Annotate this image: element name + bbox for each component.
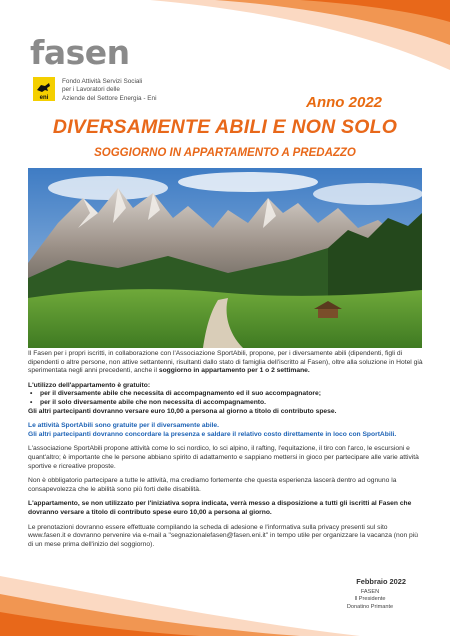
- use-heading: L'utilizzo dell'appartamento è gratuito:: [28, 381, 151, 389]
- mountain-landscape-photo: [28, 168, 422, 348]
- signature-name: Donatino Primante: [346, 603, 394, 610]
- free-use-list: [28, 390, 423, 407]
- signature-block: [330, 589, 410, 611]
- obligation-paragraph: Non è obbligatorio partecipare a tutte le attività, ma crediamo fortemente che questa esperienza lascerà dentro ad ognuno la consapevolezza che le abilità sono più forti delle disabilità.: [28, 477, 397, 493]
- intro-text: Il Fasen per i propri iscritti, in collaborazione con l'Associazione SportAbili, propone, per i diversamente abili (dipendenti, figli di dipendenti o altre persone, non attive settantenni, risultanti dallo stato di famiglia dell'iscritto al Fasen), oltre alla soluzione in Hotel già sperimentata negli anni precedenti, anche il: [28, 350, 423, 375]
- body-text: [28, 350, 423, 555]
- signature-org: FASEN: [360, 589, 380, 595]
- list-item: • per il diversamente abile che necessita di accompagnamento ed il suo accompagnatore;: [36, 390, 423, 399]
- sportabili-payment-line: Gli altri partecipanti dovranno concordare la presenza e saldare il relativo costo direttamente in loco con SportAbili.: [28, 430, 397, 438]
- fasen-logo: fasen: [30, 33, 130, 72]
- page-title: DIVERSAMENTE ABILI E NON SOLO: [52, 116, 398, 138]
- activities-paragraph: L'associazione SportAbili propone attività come lo sci nordico, lo sci alpino, il rafting, l'equitazione, il tiro con l'arco, le escursioni e quant'altro; è importante che le persone abbiano spirito di adattamento e sappiano mettersi in gioco per partecipare alle varie attività sportive e ricreative proposte.: [28, 445, 419, 470]
- signature-role: Il Presidente: [354, 596, 386, 603]
- intro-bold-text: soggiorno in appartamento per 1 o 2 settimane.: [158, 367, 310, 375]
- booking-paragraph: Le prenotazioni dovranno essere effettuate compilando la scheda di adesione e l'informativa sulla privacy presenti sul sito www.fasen.it e dovranno pervenire via e-mail a "segnazionalefasen@fasen.eni.it" in tempo utile per organizzare la vacanza (non più di un mese prima dell'inizio del soggiorno).: [28, 523, 418, 548]
- page-subtitle: SOGGIORNO IN APPARTAMENTO A PREDAZZO: [94, 147, 356, 159]
- fund-description: [62, 78, 157, 103]
- fund-line: Fondo Attività Servizi Sociali: [62, 78, 143, 85]
- list-item: • per il solo diversamente abile che non necessita di accompagnamento.: [36, 399, 423, 408]
- eni-six-legged-dog-logo: [33, 77, 55, 101]
- year-label: Anno 2022: [306, 94, 382, 111]
- fund-line: per i Lavoratori delle: [62, 86, 120, 94]
- apartment-note: L'appartamento, se non utilizzato per l'iniziativa sopra indicata, verrà messo a disposizione a tutti gli iscritti al Fasen che dovranno versare a titolo di contributo spese euro 10,00 a persona al giorno.: [28, 500, 412, 516]
- eni-logo-text: eni: [39, 95, 49, 101]
- others-note: Gli altri partecipanti dovranno versare euro 10,00 a persona al giorno a titolo di contributo spese.: [28, 407, 337, 415]
- fund-line: Aziende del Settore Energia - Eni: [62, 94, 157, 102]
- sportabili-free-line: Le attività SportAbili sono gratuite per il diversamente abile.: [28, 422, 220, 430]
- document-date: Febbraio 2022: [356, 577, 406, 586]
- intro-paragraph: [28, 350, 423, 376]
